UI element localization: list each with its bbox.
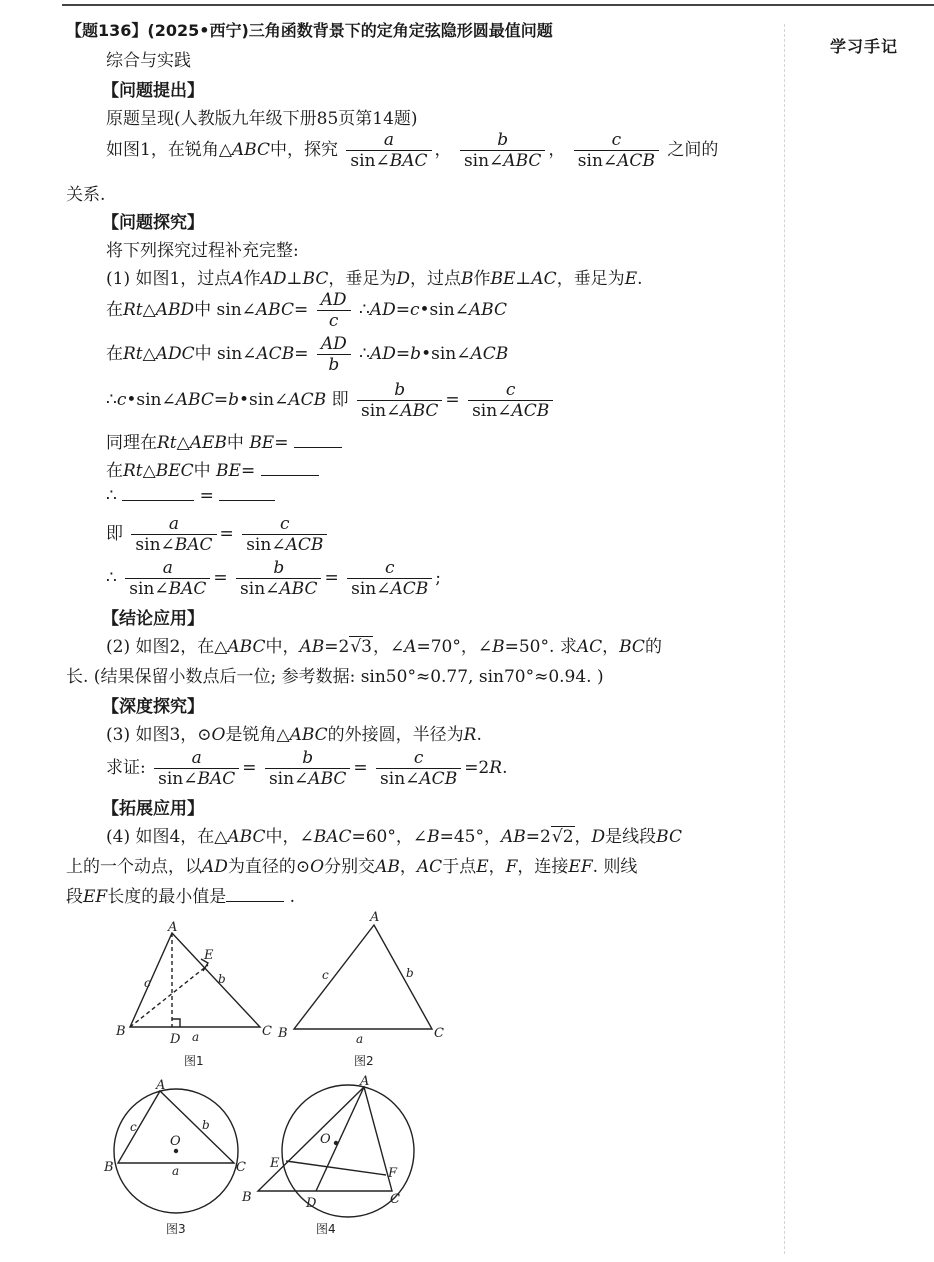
therefore-blank-line: ∴ = <box>106 486 275 506</box>
svg-text:B: B <box>116 1024 126 1039</box>
svg-text:B: B <box>278 1026 288 1041</box>
top-rule <box>62 4 934 6</box>
svg-text:A: A <box>156 1078 166 1093</box>
svg-text:C: C <box>390 1192 400 1207</box>
rt-adc-line: 在Rt△ADC中 sin∠ACB= $\frac{AD}{b}$ ∴AD=b•sin∠ACB <box>106 334 509 375</box>
q4-line: (4) 如图4，在△ABC中，∠BAC=60°，∠B=45°，AB=2√2，D是线段BC <box>106 827 682 847</box>
figure-area <box>100 905 570 1245</box>
svg-text:c: c <box>130 1120 137 1134</box>
original-source: 原题呈现(人教版九年级下册85页第14题) <box>106 109 418 129</box>
subtitle: 综合与实践 <box>106 51 191 71</box>
svg-text:a: a <box>172 1164 180 1178</box>
svg-text:C: C <box>262 1024 272 1039</box>
svg-text:O: O <box>170 1134 181 1149</box>
fig2-caption: 图2 <box>354 1054 374 1068</box>
proof-line: 求证: $\frac{a}{\text{sin∠BAC}}$ = $\frac{b}{\text{sin∠ABC}}$ = $\frac{c}{\text{sin∠ACB}}$ =2R. <box>106 748 508 789</box>
svg-text:B: B <box>104 1160 114 1175</box>
heading-extend: 【拓展应用】 <box>102 799 204 819</box>
svg-text:c: c <box>144 976 151 990</box>
svg-text:C: C <box>434 1026 444 1041</box>
q2-line: (2) 如图2，在△ABC中，AB=2√3，∠A=70°，∠B=50°. 求AC，BC的 <box>106 637 662 657</box>
p1-line: (1) 如图1，过点A作AD⊥BC，垂足为D，过点B作BE⊥AC，垂足为E. <box>106 269 643 289</box>
svg-text:A: A <box>168 920 178 935</box>
rt-abd-line: 在Rt△ABD中 sin∠ABC= $\frac{AD}{c}$ ∴AD=c•sin∠ABC <box>106 290 507 331</box>
svg-text:A: A <box>370 910 380 925</box>
q1-wrap: 关系. <box>66 185 106 205</box>
blank-1[interactable] <box>294 433 342 448</box>
rt-bec-line: 在Rt△BEC中 BE= <box>106 456 319 481</box>
svg-text:A: A <box>360 1074 370 1089</box>
svg-text:F: F <box>388 1166 398 1181</box>
fig4-caption: 图4 <box>316 1222 336 1236</box>
svg-text:D: D <box>306 1196 317 1211</box>
q3-line: (3) 如图3，⊙O是锐角△ABC的外接圆，半径为R. <box>106 725 482 745</box>
equality-line: ∴c•sin∠ABC=b•sin∠ACB 即 $\frac{b}{\text{sin∠ABC}}$ = $\frac{c}{\text{sin∠ACB}}$ <box>106 380 556 421</box>
svg-text:a: a <box>192 1030 200 1044</box>
answer-blank[interactable] <box>226 887 284 902</box>
namely-line: 即 $\frac{a}{\text{sin∠BAC}}$ = $\frac{c}{\text{sin∠ACB}}$ <box>106 514 330 555</box>
svg-text:c: c <box>322 968 329 982</box>
blank-3[interactable] <box>122 486 194 501</box>
blank-2[interactable] <box>261 461 319 476</box>
heading-question: 【问题提出】 <box>102 81 204 101</box>
heading-conclusion: 【结论应用】 <box>102 609 204 629</box>
blank-4[interactable] <box>219 486 275 501</box>
q2-line2: 长. (结果保留小数点后一位; 参考数据: sin50°≈0.77, sin70°≈0.94. ) <box>66 667 604 687</box>
conclusion-line: ∴ $\frac{a}{\text{sin∠BAC}}$ = $\frac{b}{\text{sin∠ABC}}$ = $\frac{c}{\text{sin∠ACB}}$ ; <box>106 558 442 599</box>
svg-text:b: b <box>406 966 414 980</box>
svg-text:E: E <box>204 948 214 963</box>
fig3-caption: 图3 <box>166 1222 186 1236</box>
heading-deep: 【深度探究】 <box>102 697 204 717</box>
notes-divider <box>784 24 785 1254</box>
svg-text:E: E <box>270 1156 280 1171</box>
svg-text:D: D <box>170 1032 181 1047</box>
svg-text:a: a <box>356 1032 364 1046</box>
fig1-caption: 图1 <box>184 1054 204 1068</box>
similar-aeb-line: 同理在Rt△AEB中 BE= <box>106 428 342 453</box>
svg-text:B: B <box>242 1190 252 1205</box>
svg-text:b: b <box>202 1118 210 1132</box>
notes-title: 学习手记 <box>830 37 899 56</box>
q1-line: 如图1，在锐角△ABC中，探究 $\frac{a}{\text{sin∠BAC}}$ ， $\frac{b}{\text{sin∠ABC}}$ ， $\frac{c}{\text{sin∠ACB}}$ 之间的 <box>106 130 719 171</box>
heading-explore: 【问题探究】 <box>102 213 204 233</box>
q4-line3: 段EF长度的最小值是 . <box>66 887 296 907</box>
svg-text:O: O <box>320 1132 331 1147</box>
explore-intro: 将下列探究过程补充完整: <box>106 241 299 261</box>
svg-text:C: C <box>236 1160 246 1175</box>
svg-text:b: b <box>218 972 226 986</box>
q4-line2: 上的一个动点，以AD为直径的⊙O分别交AB，AC于点E，F，连接EF. 则线 <box>66 857 638 877</box>
problem-title: 【题136】(2025•西宁)三角函数背景下的定角定弦隐形圆最值问题 <box>66 21 553 40</box>
